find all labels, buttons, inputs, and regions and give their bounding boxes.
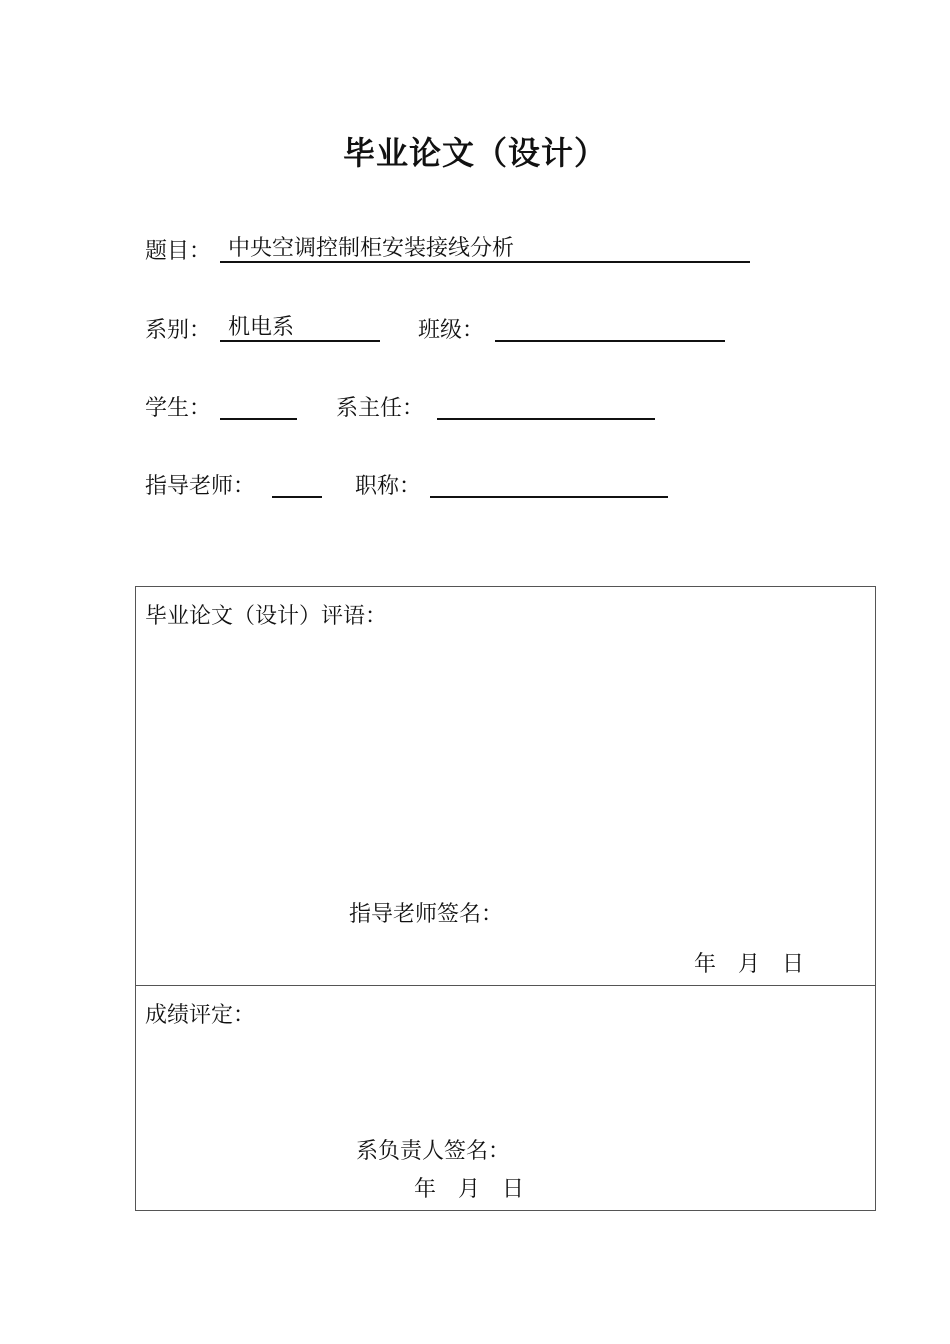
department-head-label: 系主任：: [336, 396, 425, 421]
class-field[interactable]: [495, 313, 725, 342]
grade-heading: 成绩评定：: [145, 1003, 256, 1028]
review-date: [694, 947, 804, 978]
grade-date: [414, 1172, 524, 1203]
department-label: 系别：: [145, 318, 212, 343]
student-label: 学生：: [145, 396, 212, 421]
review-heading: 毕业论文（设计）评语：: [145, 604, 388, 629]
topic-label: 题目：: [145, 239, 212, 264]
year-label: 年: [694, 952, 717, 977]
year-label: 年: [414, 1177, 437, 1202]
advisor-label: 指导老师：: [145, 474, 256, 499]
review-box[interactable]: [135, 586, 876, 986]
advisor-signature-label: 指导老师签名：: [349, 902, 504, 927]
department-head-signature-label: 系负责人签名：: [356, 1139, 511, 1164]
day-label: 日: [782, 952, 805, 977]
rank-field[interactable]: [430, 469, 668, 498]
month-label: 月: [738, 952, 761, 977]
department-head-field[interactable]: [437, 391, 655, 420]
month-label: 月: [458, 1177, 481, 1202]
document-title: 毕业论文（设计）: [342, 134, 607, 172]
day-label: 日: [502, 1177, 525, 1202]
class-label: 班级：: [418, 318, 485, 343]
advisor-field[interactable]: [272, 469, 322, 498]
department-field[interactable]: 机电系: [220, 313, 380, 342]
rank-label: 职称：: [355, 474, 422, 499]
grade-box[interactable]: [135, 985, 876, 1211]
topic-field[interactable]: 中央空调控制柜安装接线分析: [220, 234, 750, 263]
student-field[interactable]: [220, 391, 297, 420]
